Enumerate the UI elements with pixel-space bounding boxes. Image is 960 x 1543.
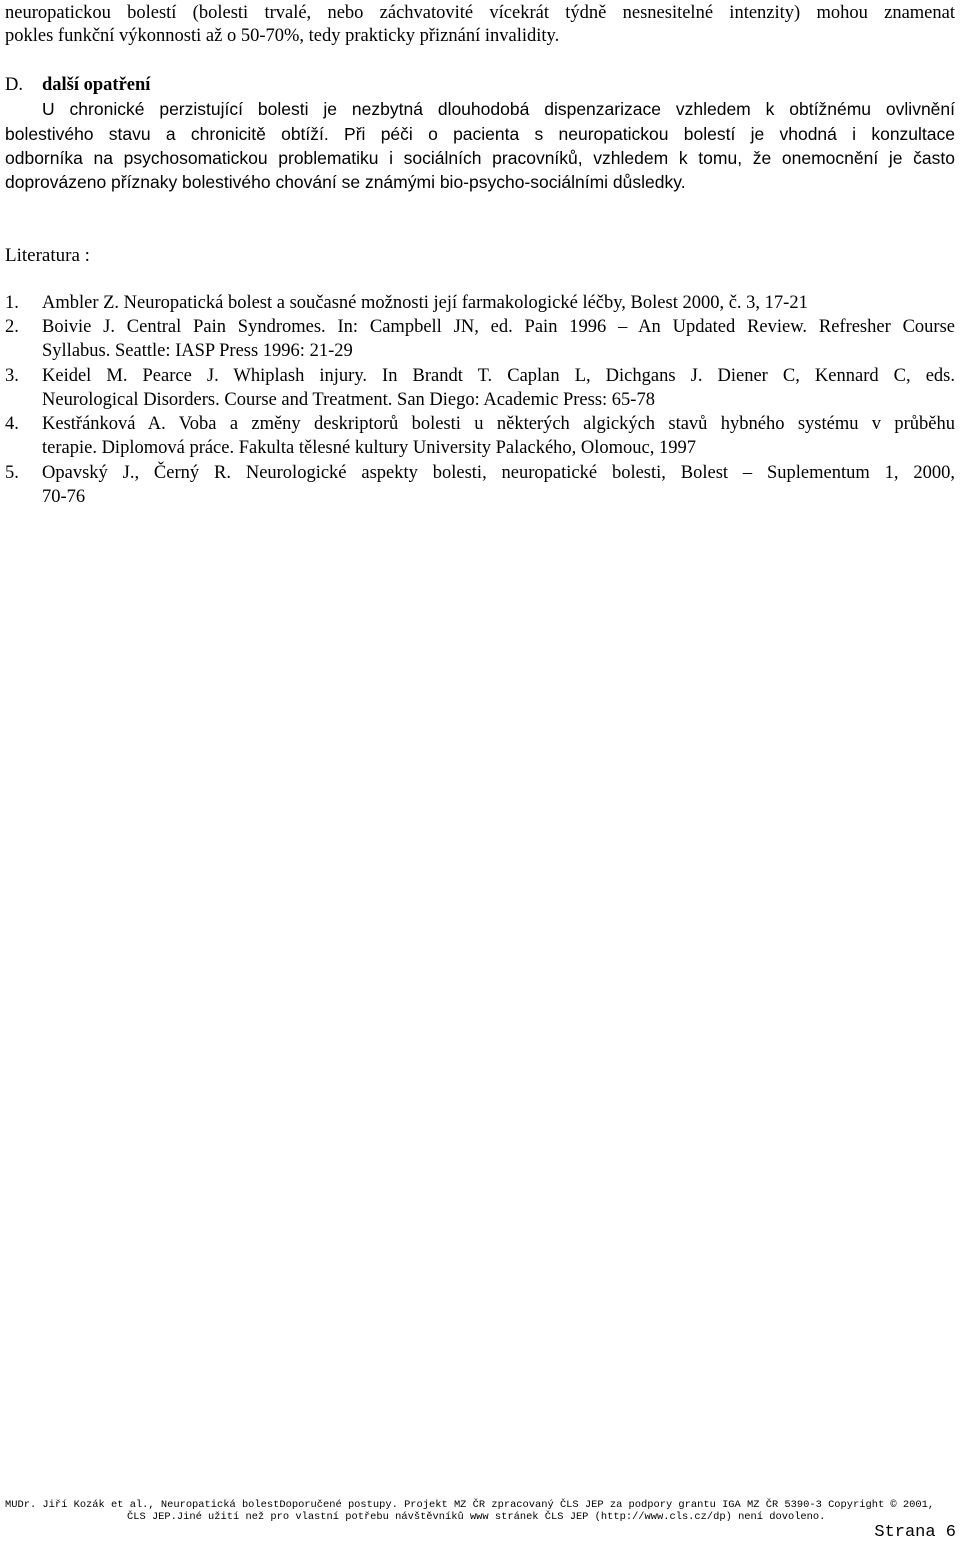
reference-3-number: 3. bbox=[5, 366, 19, 386]
reference-4-line-2: terapie. Diplomová práce. Fakulta tělesné kultury University Palackého, Olomouc, 1997 bbox=[42, 438, 697, 458]
intro-line-2: pokles funkční výkonnosti až o 50-70%, tedy prakticky přiznání invalidity. bbox=[5, 26, 560, 46]
section-d-line-3: odborníka na psychosomatickou problematiku i sociálních pracovníků, vzhledem k tomu, že onemocnění je často bbox=[5, 148, 955, 168]
reference-3-line-2: Neurological Disorders. Course and Treatment. San Diego: Academic Press: 65-78 bbox=[42, 390, 655, 410]
reference-5-line-1: Opavský J., Černý R. Neurologické aspekty bolesti, neuropatické bolesti, Bolest – Suplementum 1, 2000, bbox=[42, 463, 955, 483]
section-d-line-4: doprovázeno příznaky bolestivého chování se známými bio-psycho-sociálními důsledky. bbox=[5, 172, 686, 192]
reference-2-line-1: Boivie J. Central Pain Syndromes. In: Campbell JN, ed. Pain 1996 – An Updated Review. Refresher Course bbox=[42, 317, 955, 337]
reference-5-number: 5. bbox=[5, 463, 19, 483]
section-d-marker: D. bbox=[5, 75, 23, 95]
intro-line-1: neuropatickou bolestí (bolesti trvalé, nebo záchvatovité vícekrát týdně nesnesitelné intenzity) mohou znamenat bbox=[5, 3, 955, 23]
reference-1-number: 1. bbox=[5, 293, 19, 313]
reference-2-number: 2. bbox=[5, 317, 19, 337]
reference-4-line-1: Kestřánková A. Voba a změny deskriptorů bolesti u některých algických stavů hybného systému v průběhu bbox=[42, 414, 955, 434]
footer-line-2: ČLS JEP.Jiné užití než pro vlastní potřebu návštěvníků www stránek ČLS JEP (http://www.cls.cz/dp) není dovoleno. bbox=[127, 1511, 826, 1523]
reference-3-line-1: Keidel M. Pearce J. Whiplash injury. In Brandt T. Caplan L, Dichgans J. Diener C, Kennard C, eds. bbox=[42, 366, 955, 386]
reference-2-line-2: Syllabus. Seattle: IASP Press 1996: 21-29 bbox=[42, 341, 353, 361]
reference-5-line-2: 70-76 bbox=[42, 487, 86, 507]
section-d-line-2: bolestivého stavu a chronicitě obtíží. Při péči o pacienta s neuropatickou bolestí je vhodná i konzultace bbox=[5, 124, 955, 144]
page-number: Strana 6 bbox=[874, 1523, 956, 1542]
reference-1-line-1: Ambler Z. Neuropatická bolest a současné možnosti její farmakologické léčby, Bolest 2000, č. 3, 17-21 bbox=[42, 293, 808, 313]
footer-line-1: MUDr. Jiří Kozák et al., Neuropatická bolestDoporučené postupy. Projekt MZ ČR zpracovaný ČLS JEP za podpory grantu IGA MZ ČR 5390-3 Copyright © 2001, bbox=[5, 1499, 935, 1511]
literature-heading: Literatura : bbox=[5, 245, 90, 266]
reference-4-number: 4. bbox=[5, 414, 19, 434]
section-d-line-1: U chronické perzistující bolesti je nezbytná dlouhodobá dispenzarizace vzhledem k obtížnému ovlivnění bbox=[42, 99, 955, 119]
section-d-title: další opatření bbox=[42, 75, 151, 95]
